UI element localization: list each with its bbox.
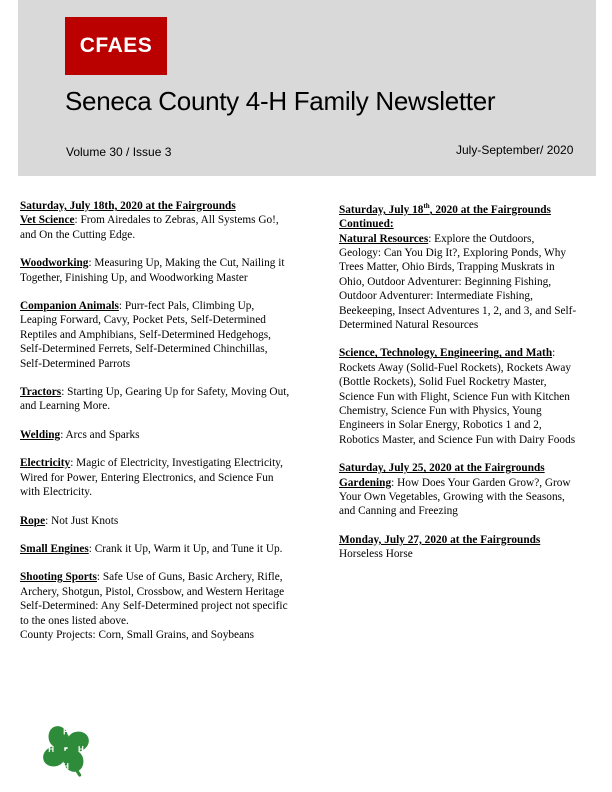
woodworking-label: Woodworking (20, 257, 89, 270)
self-determined-text: Self-Determined: Any Self-Determined project not specific to the ones listed above. (20, 600, 288, 627)
natural-resources-label: Natural Resources (339, 232, 429, 245)
gardening-text: : How Does Your Garden Grow?, Grow Your Own Vegetables, Growing with the Seasons, and Canning and Freezing (339, 476, 571, 518)
section-heading-july27: Monday, July 27, 2020 at the Fairgrounds (339, 533, 541, 546)
svg-text:H: H (77, 745, 84, 755)
rope-text: : Not Just Knots (45, 514, 119, 527)
volume-issue: Volume 30 / Issue 3 (66, 145, 172, 159)
gardening-block (339, 461, 579, 519)
svg-text:H: H (48, 745, 55, 755)
welding-label: Welding (20, 428, 61, 441)
shooting-sports-text: : Safe Use of Guns, Basic Archery, Rifle, Archery, Shotgun, Pistol, Crossbow, and Western Heritage (20, 571, 285, 598)
companion-animals-label: Companion Animals (20, 300, 119, 313)
left-column (20, 199, 290, 656)
vet-science-text: : From Airedales to Zebras, All Systems Go!, and On the Cutting Edge. (20, 214, 279, 241)
section-heading-july18-continued (339, 199, 579, 232)
electricity-text: : Magic of Electricity, Investigating Electricity, Wired for Power, Entering Electronics, and Science Fun with Electricity. (20, 457, 283, 499)
horseless-horse-text: Horseless Horse (339, 548, 413, 561)
stem-text: : Rockets Away (Solid-Fuel Rockets), Rockets Away (Bottle Rockets), Solid Fuel Rocketry Master, Science Fun with Flight, Science Fun with Kitchen Chemistry, Science Fun with Physics, Young Engineers in Solar Energy, Robotics 1 and 2, Robotics Master, and Science Fun with Dairy Foods (339, 347, 576, 446)
small-engines-label: Small Engines (20, 542, 89, 555)
newsletter-title: Seneca County 4-H Family Newsletter (65, 86, 496, 116)
svg-text:H: H (63, 761, 69, 771)
shooting-sports-block (20, 570, 290, 642)
section-heading-july25: Saturday, July 25, 2020 at the Fairgrounds (339, 462, 545, 475)
shooting-sports-label: Shooting Sports (20, 571, 97, 584)
woodworking-block (20, 256, 290, 285)
small-engines-text: : Crank it Up, Warm it Up, and Tune it Up. (88, 542, 283, 555)
vet-science-block (20, 199, 290, 242)
cfaes-logo: CFAES (65, 17, 167, 75)
welding-text: : Arcs and Sparks (60, 428, 140, 441)
natural-resources-text: : Explore the Outdoors, Geology: Can You Dig It?, Exploring Ponds, Why Trees Matter, Ohio Birds, Trapping Muskrats in Ohio, Outdoor Adventurer: Beginning Fishing, Outdoor Adventurer: Intermediate Fishing, Beekeeping, Insect Adventures 1, 2, and 3, and Self-Determined Natural Resources (339, 232, 577, 332)
svg-text:H: H (63, 727, 69, 737)
welding-block (20, 428, 290, 442)
section-heading-july18: Saturday, July 18th, 2020 at the Fairgrounds (20, 200, 236, 212)
four-h-clover-icon (35, 718, 97, 780)
companion-animals-text: : Purr-fect Pals, Climbing Up, Leaping Forward, Cavy, Pocket Pets, Self-Determined Reptiles and Amphibians, Self-Determined Hedgehogs, Self-Determined Ferrets, Self-Determined Chinchillas, Self-Determined Parrots (20, 300, 271, 370)
county-projects-text: County Projects: Corn, Small Grains, and Soybeans (20, 628, 255, 641)
heading-part-b: , 2020 at the Fairgrounds Continued: (339, 203, 551, 231)
tractors-label: Tractors (20, 386, 62, 399)
heading-superscript: th (423, 202, 430, 210)
tractors-text: : Starting Up, Gearing Up for Safety, Moving Out, and Learning More. (20, 386, 290, 413)
small-engines-block (20, 542, 290, 556)
electricity-block (20, 456, 290, 499)
natural-resources-block (339, 199, 579, 332)
companion-animals-block (20, 299, 290, 371)
heading-part-a: Saturday, July 18 (339, 203, 424, 216)
horseless-horse-block (339, 533, 579, 562)
woodworking-text: : Measuring Up, Making the Cut, Nailing it Together, Finishing Up, and Woodworking Master (20, 257, 285, 284)
rope-label: Rope (20, 514, 46, 527)
stem-label: Science, Technology, Engineering, and Math (339, 347, 553, 360)
stem-block (339, 346, 579, 447)
gardening-label: Gardening (339, 476, 392, 489)
right-column (339, 199, 579, 576)
rope-block (20, 514, 290, 528)
issue-date: July-September/ 2020 (456, 143, 574, 157)
electricity-label: Electricity (20, 457, 71, 470)
vet-science-label: Vet Science (20, 214, 75, 227)
header-banner (18, 0, 596, 176)
tractors-block (20, 385, 290, 414)
